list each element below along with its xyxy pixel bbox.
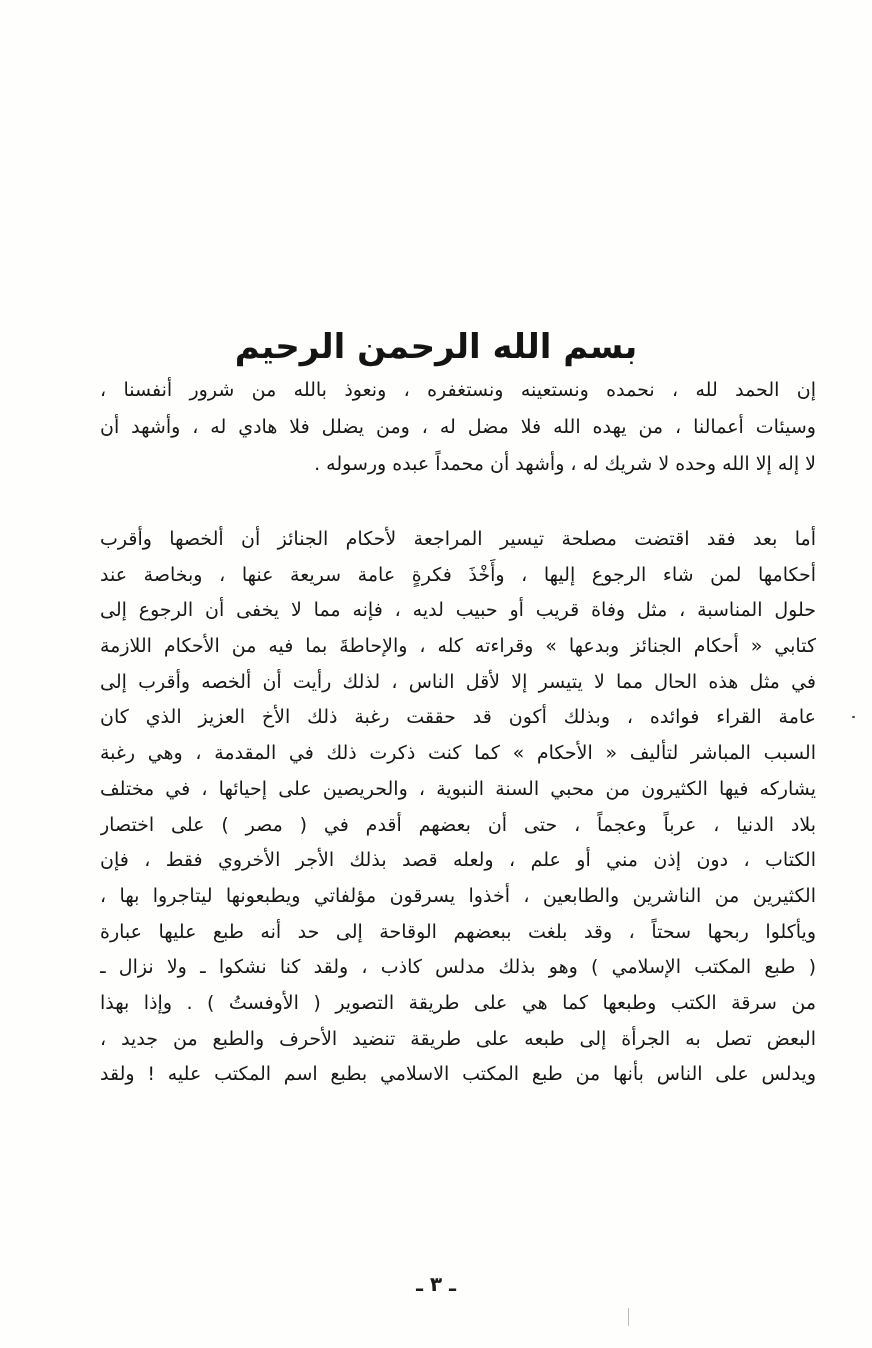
basmala-heading: بسم الله الرحمن الرحيم	[234, 326, 638, 367]
scan-speck	[852, 716, 855, 718]
text-line: البعض تصل به الجرأة إلى طبعه على طريقة تنضيد الأحرف والطبع من جديد ،	[100, 1027, 816, 1050]
text-line: من سرقة الكتب وطبعها كما هي على طريقة التصوير ( الأوفستُ ) . وإذا بهذا	[100, 991, 816, 1014]
text-line: يشاركه فيها الكثيرون من محبي السنة النبوية ، والحريصين على إحيائها ، في مختلف	[100, 777, 816, 800]
text-line: ( طبع المكتب الإسلامي ) وهو بذلك مدلس كاذب ، ولقد كنا نشكوا ـ ولا نزال ـ	[100, 956, 816, 979]
text-line: لا إله إلا الله وحده لا شريك له ، وأشهد أن محمداً عبده ورسوله .	[314, 453, 816, 475]
text-line: الكتاب ، دون إذن مني أو علم ، ولعله قصد بذلك الأجر الأخروي فقط ، فإن	[100, 849, 816, 872]
text-line: وسيئات أعمالنا ، من يهده الله فلا مضل له ، ومن يضلل فلا هادي له ، وأشهد أن	[100, 416, 816, 438]
text-line: السبب المباشر لتأليف « الأحكام » كما كنت ذكرت ذلك في المقدمة ، وهي رغبة	[100, 742, 816, 765]
scan-mark	[628, 1308, 629, 1326]
text-line: كتابي « أحكام الجنائز وبدعها » وقراءته كله ، والإحاطةَ بما فيه من الأحكام اللازمة	[100, 635, 816, 658]
text-line: عامة القراء فوائده ، وبذلك أكون قد حققت رغبة ذلك الأخ العزيز الذي كان	[100, 706, 816, 729]
text-line: ويأكلوا ربحها سحتاً ، وقد بلغت ببعضهم الوقاحة إلى حد أنه طبع عليها عبارة	[100, 920, 816, 943]
text-line: حلول المناسبة ، مثل وفاة قريب أو حبيب لديه ، فإنه مما لا يخفى أن الرجوع إلى	[100, 599, 816, 622]
text-line: أحكامها لمن شاء الرجوع إليها ، وأَخْذَ فكرةٍ عامة سريعة عنها ، وبخاصة عند	[100, 563, 816, 586]
text-line: أما بعد فقد اقتضت مصلحة تيسير المراجعة لأحكام الجنائز أن ألخصها وأقرب	[100, 528, 816, 550]
paragraph-main	[100, 522, 816, 1093]
text-line: بلاد الدنيا ، عرباً وعجماً ، حتى أن بعضهم أقدم في ( مصر ) على اختصار	[100, 813, 816, 836]
text-line: في مثل هذه الحال مما لا يتيسر إلا لأقل الناس ، لذلك رأيت أن ألخصه وأقرب إلى	[100, 670, 816, 693]
paragraph-opening	[100, 372, 816, 483]
text-line: ويدلس على الناس بأنها من طبع المكتب الاسلامي بطبع اسم المكتب عليه ! ولقد	[100, 1063, 816, 1086]
text-line: إن الحمد لله ، نحمده ونستعينه ونستغفره ، ونعوذ بالله من شرور أنفسنا ،	[100, 379, 816, 401]
page-number: ـ ٣ ـ	[416, 1272, 456, 1296]
text-line: الكثيرين من الناشرين والطابعين ، أخذوا يسرقون مؤلفاتي ويطبعونها ليتاجروا بها ،	[100, 884, 816, 907]
